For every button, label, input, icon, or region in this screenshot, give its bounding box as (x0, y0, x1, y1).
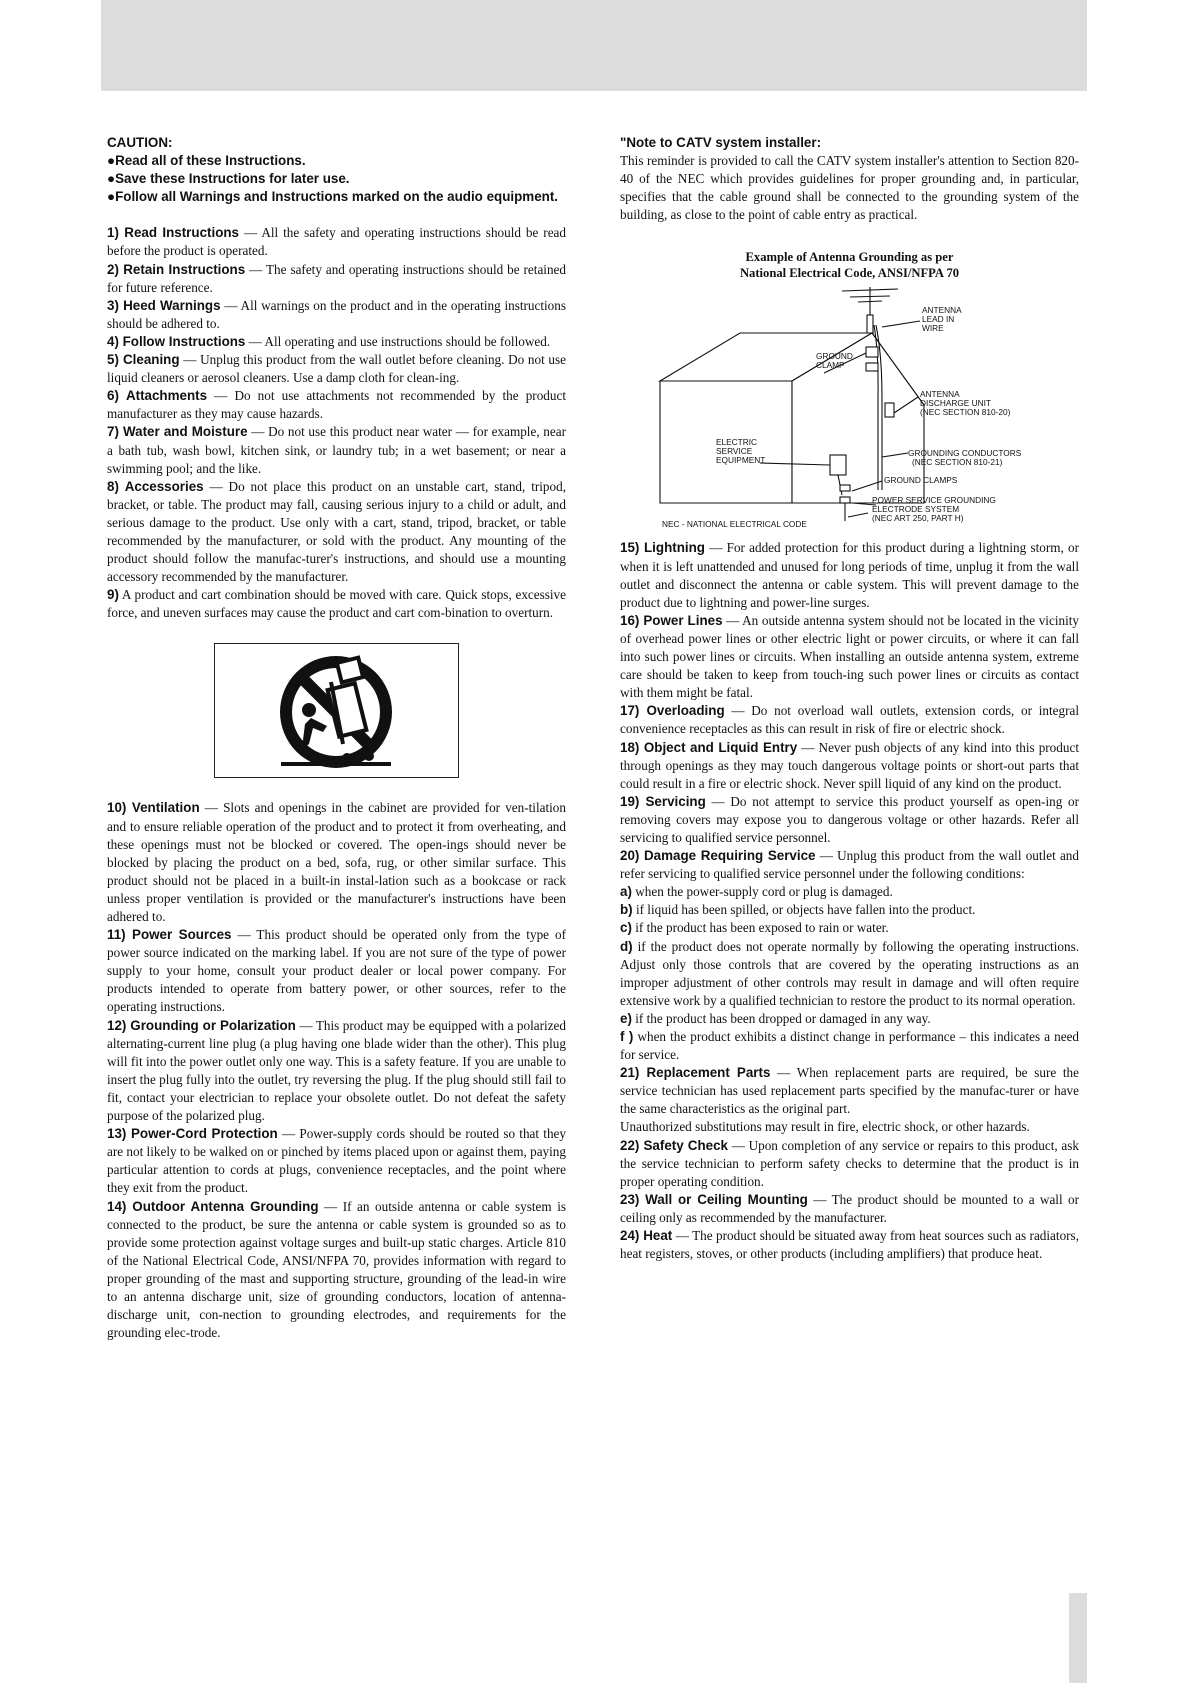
instruction-item (107, 1125, 566, 1197)
instruction-item (107, 261, 566, 297)
instruction-item (107, 1017, 566, 1126)
instruction-item (107, 1198, 566, 1343)
item-text: — For added protection for this product during a lightning storm, or when it is left unattended and unused for long periods of time, unplug it from the wall outlet and disconnect the antenna or cable system. This will prevent damage to the product due to lightning and power-line surges. (620, 540, 1079, 610)
item-heading: 22) Safety Check (620, 1137, 728, 1153)
instruction-item (107, 351, 566, 387)
label-antenna-lead: ANTENNA (922, 305, 962, 316)
label-ground-clamp: GROUND (816, 351, 853, 362)
item-text: — Do not use this product near water — for example, near a bath tub, wash bowl, kitchen sink, or laundry tub; in a wet basement; or near a swimming pool; and the like. (107, 424, 566, 476)
condition-item (620, 919, 1079, 937)
item-heading: 4) Follow Instructions (107, 333, 246, 349)
item-heading: 13) Power-Cord Protection (107, 1126, 278, 1142)
item-text: — All the safety and operating instructions should be read before the product is operated. (107, 225, 566, 259)
right-column (620, 134, 1079, 1263)
label-electrode-system: POWER SERVICE GROUNDING (872, 495, 996, 506)
figure-caption-line: National Electrical Code, ANSI/NFPA 70 (739, 266, 960, 281)
item-heading: 12) Grounding or Polarization (107, 1017, 296, 1033)
caution-title: CAUTION: (107, 135, 173, 150)
label-discharge-unit: DISCHARGE UNIT (920, 398, 991, 409)
instruction-item (620, 1118, 1079, 1136)
item-heading: 10) Ventilation (107, 800, 200, 816)
item-heading: 9) (107, 587, 119, 603)
instruction-item (107, 926, 566, 1016)
item-text: — Never push objects of any kind into this product through openings as they may touch dangerous voltage points or short-out parts that could result in a fire or electric shock. Never spill liquid of any kind on the product. (620, 739, 1079, 791)
item-heading: b) (620, 902, 633, 918)
instruction-item (620, 1064, 1079, 1118)
item-heading: 5) Cleaning (107, 352, 180, 368)
instruction-item (620, 1137, 1079, 1191)
instruction-item (107, 387, 566, 423)
item-text: — Do not overload wall outlets, extension cords, or integral convenience receptacles as this can result in risk of fire or electric shock. (620, 703, 1080, 737)
label-electrode-system: (NEC ART 250, PART H) (872, 513, 964, 524)
item-heading: 8) Accessories (107, 478, 204, 494)
condition-item (620, 1028, 1079, 1064)
instruction-item (107, 799, 566, 926)
item-text: if the product does not operate normally by following the operating instructions. Adjust only those controls that are covered by the operating instructions as an improper adjustment of other controls may result in damage and will often require extensive work by a qualified technician to restore the product to its normal operation. (620, 938, 1079, 1008)
item-text: — This product should be operated only from the type of power source indicated on the marking label. If you are not sure of the type of power supply to your home, consult your product dealer or local power company. For products intended to operate from battery power, or other sources, refer to the operating instructions. (107, 927, 566, 1015)
caution-block (107, 134, 566, 206)
item-heading: 11) Power Sources (107, 927, 232, 943)
instruction-item (107, 586, 566, 622)
label-antenna-lead: WIRE (922, 323, 944, 334)
label-discharge-unit: (NEC SECTION 810-20) (920, 407, 1011, 418)
item-text: — The product should be mounted to a wall or ceiling only as recommended by the manufacturer. (620, 1191, 1079, 1225)
instruction-item (620, 539, 1079, 611)
item-heading: 15) Lightning (620, 540, 705, 556)
instruction-list (107, 224, 566, 622)
item-text: — When replacement parts are required, be sure the service technician has used replacement parts specified by the manufac-turer or have the same characteristics as the original part. (620, 1065, 1079, 1117)
instruction-item (107, 333, 566, 351)
item-text: Unauthorized substitutions may result in fire, electric shock, or other hazards. (620, 1119, 1030, 1135)
item-text: — The product should be situated away from heat sources such as radiators, heat registers, stoves, or other products (including amplifiers) that produce heat. (620, 1228, 1079, 1262)
item-heading: 20) Damage Requiring Service (620, 848, 816, 864)
label-ground-clamps: GROUND CLAMPS (884, 475, 958, 486)
item-text: — Unplug this product from the wall outlet and refer servicing to qualified service personnel under the following conditions: (620, 848, 1079, 882)
item-text: A product and cart combination should be moved with care. Quick stops, excessive force, and uneven surfaces may cause the product and cart com-bination to overturn. (107, 587, 566, 621)
instruction-item (620, 612, 1079, 702)
item-heading: 23) Wall or Ceiling Mounting (620, 1191, 808, 1207)
item-text: — The safety and operating instructions should be retained for future reference. (107, 261, 567, 295)
condition-item (620, 1010, 1079, 1028)
item-heading: 21) Replacement Parts (620, 1065, 771, 1081)
item-heading: 24) Heat (620, 1228, 673, 1244)
item-heading: 14) Outdoor Antenna Grounding (107, 1198, 319, 1214)
label-ground-clamp: CLAMP (816, 360, 845, 371)
item-text: if the product has been dropped or damaged in any way. (631, 1010, 931, 1026)
item-text: — Slots and openings in the cabinet are provided for ven-tilation and to ensure reliable operation of the product and to protect it from overheating, and these openings must not be blocked or covered. The open-ings should never be blocked by placing the product on a bed, sofa, rug, or other similar surface. This product should not be placed in a built-in instal-lation such as a bookcase or rack unless proper ventilation is provided or the manufacturer's instructions have been adhered to. (107, 800, 566, 924)
condition-item (620, 901, 1079, 919)
item-heading: 2) Retain Instructions (107, 261, 246, 277)
item-heading: 18) Object and Liquid Entry (620, 739, 798, 755)
item-text: — This product may be equipped with a polarized alternating-current line plug (a plug having one blade wider than the other). This plug will fit into the power outlet only one way. This is a safety feature. If you are unable to insert the plug fully into the outlet, try reversing the plug. If the plug should still fail to fit, contact your electrician to replace your obsolete outlet. Do not defeat the safety purpose of the polarized plug. (107, 1017, 566, 1124)
label-discharge-unit: ANTENNA (920, 389, 960, 400)
caution-bullet: ●Save these Instructions for later use. (107, 171, 350, 187)
item-text: — If an outside antenna or cable system is connected to the product, be sure the antenna or cable system is grounded so as to provide some protection against voltage surges and built-up static charges. Article 810 of the National Electrical Code, ANSI/NFPA 70, provides information with regard to proper grounding of the mast and supporting structure, grounding of the lead-in wire to an antenna discharge unit, size of grounding conductors, location of antenna-discharge unit, con-nection to grounding electrodes, and requirements for the grounding elec-trode. (107, 1198, 566, 1341)
cart-warning-figure (214, 643, 459, 778)
instruction-item (107, 297, 566, 333)
item-text: — Power-supply cords should be routed so that they are not likely to be walked on or pinched by items placed upon or against them, paying particular attention to cords at plugs, convenience receptacles, and the point where they exit from the product. (107, 1126, 566, 1196)
antenna-grounding-diagram (620, 285, 1079, 533)
instruction-item (107, 224, 566, 260)
item-heading: 16) Power Lines (620, 612, 723, 628)
item-text: — All operating and use instructions should be followed. (245, 333, 551, 349)
item-heading: f ) (620, 1029, 634, 1044)
catv-note (620, 134, 1079, 224)
figure-caption (620, 249, 1079, 281)
item-text: — Do not use attachments not recommended by the product manufacturer as they may cause hazards. (107, 388, 566, 422)
note-text: This reminder is provided to call the CATV system installer's attention to Section 820-40 of the NEC which provides guidelines for proper grounding and, in particular, specifies that the cable ground shall be connected to the grounding system of the building, as close to the point of cable entry as practical. (620, 153, 1079, 223)
instruction-item (620, 702, 1079, 738)
item-heading: a) (620, 884, 632, 900)
item-text: when the power-supply cord or plug is damaged. (631, 884, 893, 900)
item-text: — Do not attempt to service this product yourself as open-ing or removing covers may expose you to dangerous voltage or other hazards. Refer all servicing to qualified service personnel. (620, 793, 1079, 845)
item-heading: 1) Read Instructions (107, 225, 240, 241)
label-electrode-system: ELECTRODE SYSTEM (872, 504, 960, 515)
item-text: — An outside antenna system should not be located in the vicinity of overhead power lines or other electric light or power circuits, or where it can fall into such power lines or circuits. When installing an outside antenna system, extreme care should be taken to keep from touch-ing such power lines or circuits as contact with them might be fatal. (620, 612, 1079, 701)
condition-item (620, 883, 1079, 901)
instruction-item (620, 739, 1079, 793)
label-grounding-conductors: GROUNDING CONDUCTORS (908, 448, 1022, 459)
instruction-list-3 (620, 539, 1079, 1263)
instruction-item (107, 423, 566, 477)
item-heading: 6) Attachments (107, 388, 208, 404)
instruction-item (620, 1227, 1079, 1263)
label-nec-legend: NEC - NATIONAL ELECTRICAL CODE (662, 519, 807, 530)
label-service-equipment: EQUIPMENT (716, 455, 766, 466)
item-text: — Upon completion of any service or repairs to this product, ask the service technician to perform safety checks to determine that the product is in proper operating condition. (620, 1137, 1079, 1189)
instruction-item (620, 847, 1079, 883)
instruction-item (620, 793, 1079, 847)
item-heading: 7) Water and Moisture (107, 424, 248, 440)
note-heading: "Note to CATV system installer: (620, 135, 822, 150)
instruction-item (620, 1191, 1079, 1227)
item-heading: c) (620, 920, 632, 936)
header-band (101, 0, 1087, 91)
item-heading: d) (620, 938, 633, 954)
condition-item (620, 938, 1079, 1010)
caution-bullet: ●Follow all Warnings and Instructions marked on the audio equipment. (107, 189, 559, 205)
item-heading: 17) Overloading (620, 703, 725, 719)
house-antenna-illustration (620, 285, 1079, 533)
item-text: when the product exhibits a distinct change in performance – this indicates a need for service. (620, 1029, 1080, 1063)
item-text: — Do not place this product on an unstable cart, stand, tripod, bracket, or table. The product may fall, causing serious injury to a child or adult, and serious damage to the product. Use only with a cart, stand, tripod, bracket, or table recommended by the manufacturer, or sold with the product. Any mounting of the product should follow the manufac-turer's instructions, and should use a mounting accessory recommended by the manufacturer. (107, 478, 566, 585)
item-text: — Unplug this product from the wall outlet before cleaning. Do not use liquid cleaners or aerosol cleaners. Use a damp cloth for clean-ing. (107, 352, 566, 386)
item-text: if liquid has been spilled, or objects have fallen into the product. (632, 902, 976, 918)
label-antenna-lead: LEAD IN (922, 314, 955, 325)
instruction-item (107, 478, 566, 587)
figure-caption-line: Example of Antenna Grounding as per (745, 250, 954, 265)
item-heading: e) (620, 1010, 632, 1026)
caution-bullet: ●Read all of these Instructions. (107, 153, 306, 169)
label-service-equipment: SERVICE (716, 446, 753, 457)
page-edge-tab (1069, 1593, 1087, 1683)
instruction-list-2 (107, 799, 566, 1342)
label-grounding-conductors: (NEC SECTION 810-21) (912, 457, 1003, 468)
item-heading: 3) Heed Warnings (107, 297, 221, 313)
left-column (107, 134, 566, 1342)
item-text: if the product has been exposed to rain or water. (631, 920, 889, 936)
item-heading: 19) Servicing (620, 793, 706, 809)
cart-tip-over-icon (215, 644, 458, 777)
label-service-equipment: ELECTRIC (716, 437, 758, 448)
item-text: — All warnings on the product and in the operating instructions should be adhered to. (107, 297, 566, 331)
